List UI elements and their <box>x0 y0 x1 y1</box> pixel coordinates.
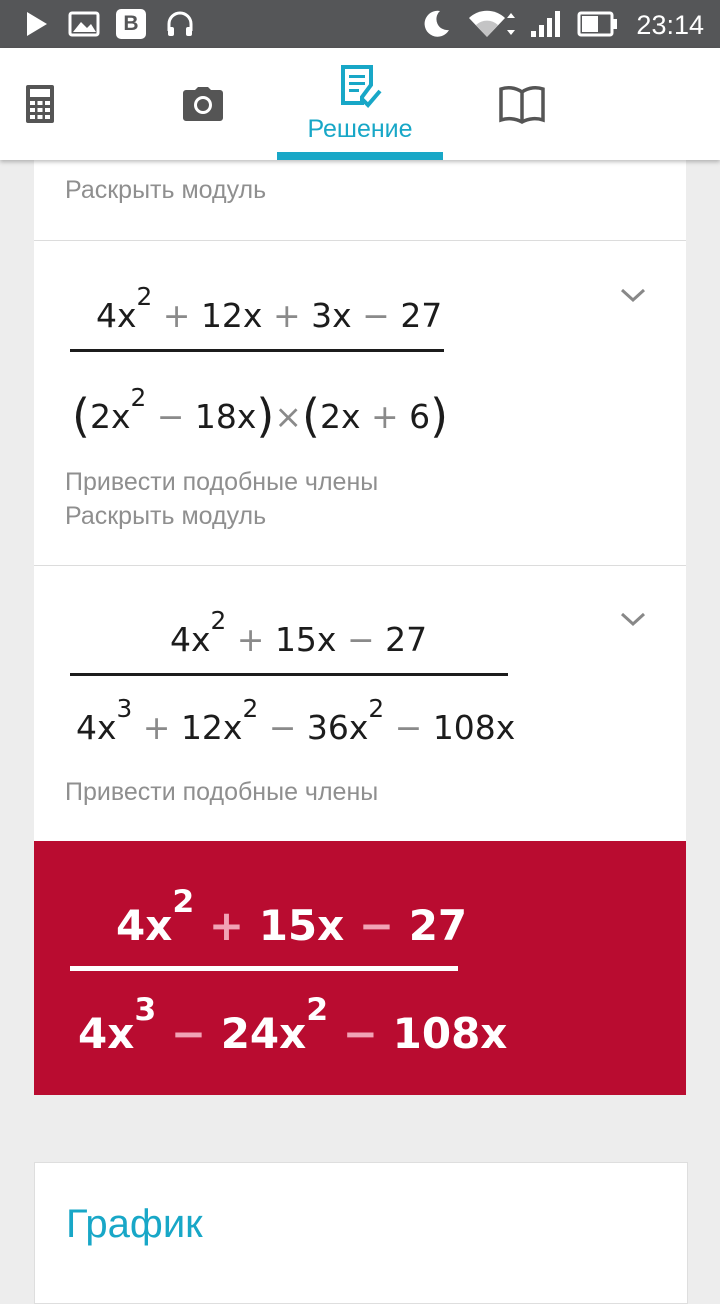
step-hint: Привести подобные члены <box>65 468 379 496</box>
status-bar <box>0 0 720 48</box>
fraction-bar <box>70 349 444 352</box>
answer-fraction-bar <box>70 966 458 971</box>
play-icon <box>22 0 52 48</box>
tab-book[interactable] <box>498 48 546 160</box>
clock: 23:14 <box>636 10 704 40</box>
chevron-down-icon[interactable] <box>618 604 648 634</box>
vk-icon <box>114 0 148 48</box>
tab-camera[interactable] <box>160 48 246 160</box>
answer-denominator: $4x^3 - 24x^2 - 108x$ <box>78 991 508 1058</box>
tab-underline <box>277 152 443 160</box>
fraction-bar <box>70 673 508 676</box>
camera-icon <box>182 86 224 122</box>
gallery-icon <box>66 0 102 48</box>
step-hint: Раскрыть модуль <box>65 502 267 530</box>
moon-icon <box>418 0 454 48</box>
wifi-icon <box>466 0 520 48</box>
step-hint: Привести подобные члены <box>65 778 379 806</box>
step-denominator: $4x^3 + 12x^2 - 36x^2 - 108x$ <box>76 693 516 747</box>
answer-numerator: $4x^2 + 15x - 27$ <box>116 883 468 950</box>
signal-icon <box>528 0 564 48</box>
tab-solution-label: Решение <box>307 114 413 143</box>
vk-letter: В <box>123 12 139 35</box>
step-denominator: $(2x^2 - 18x)\times(2x + 6)$ <box>72 382 449 443</box>
tab-solution[interactable] <box>277 48 443 160</box>
chevron-down-icon[interactable] <box>618 280 648 310</box>
battery-icon <box>576 0 620 48</box>
calculator-icon <box>25 84 55 124</box>
headphones-icon <box>163 0 197 48</box>
tab-calculator[interactable] <box>0 48 80 160</box>
step-numerator: $4x^2 + 12x + 3x - 27$ <box>96 281 443 335</box>
solution-icon <box>338 65 382 111</box>
step-hint: Раскрыть модуль <box>65 176 267 204</box>
tab-bar <box>0 48 720 160</box>
book-icon <box>499 84 545 124</box>
graph-title: График <box>66 1202 203 1246</box>
step-numerator: $4x^2 + 15x - 27$ <box>170 605 428 659</box>
